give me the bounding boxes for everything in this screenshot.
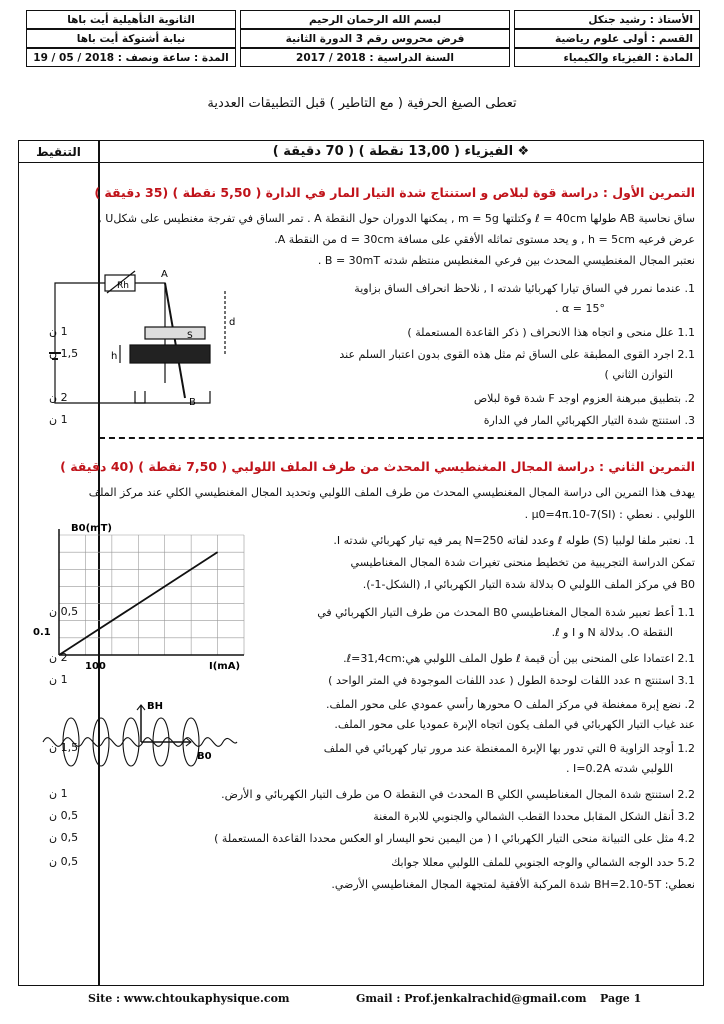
bh-label: BH xyxy=(147,701,163,712)
directorate: نيابة أشتوكة أيت باها xyxy=(26,29,236,48)
point-b-label: B xyxy=(189,397,196,408)
score: 1 ن xyxy=(49,673,68,686)
score: 0,5 ن xyxy=(49,605,79,618)
email-link[interactable]: Gmail : Prof.jenkalrachid@gmail.com xyxy=(356,992,587,1005)
ex2-q42: 4.2 مثل على التبيانة منحى التيار الكهربائي I ( من اليمين نحو اليسار او العكس محددا القاعدة المستعملة ) xyxy=(214,832,695,845)
ex2-q1b: تمكن الدراسة التجريبية من تخطيط منحنى تغيرات شدة المجال المغناطيسي xyxy=(350,556,695,569)
ex2-q1c: B0 في مركز الملف اللولبي O بدلالة شدة التيار الكهربائي I, (الشكل-1-). xyxy=(362,578,695,591)
exam-title: فرض محروس رقم 3 الدورة الثانية xyxy=(240,29,510,48)
ex2-q32: 3.2 أنقل الشكل المقابل محددا القطب الشمالي والجنوبي للابرة المغنة xyxy=(373,810,695,823)
score: 2 ن xyxy=(49,651,68,664)
school-name: الثانوية التأهيلية أيت باها xyxy=(26,10,236,29)
ex2-q21: 2.1 اعتمادا على المنحنى بين أن قيمة ℓ طول الملف اللولبي هي:ℓ=31,4cm. xyxy=(343,652,695,665)
duration: المدة : ساعة ونصف : 2018 / 05 / 19 xyxy=(26,48,236,67)
subject: المادة : الفيزياء والكيمياء xyxy=(514,48,700,67)
separator xyxy=(99,437,703,439)
ex2-q31: 3.1 استنتج n عدد اللفات لوحدة الطول ( عدد اللفات الموجودة في المتر الواحد ) xyxy=(328,674,695,687)
ex1-q1: 1. عندما نمرر في الساق تيارا كهربائيا شدته I , نلاحظ انحراف الساق بزاوية xyxy=(354,282,695,295)
exam-header xyxy=(26,10,700,68)
score: 0,5 ن xyxy=(49,809,79,822)
ex2-q12b: اللولبي شدته I=0.2A . xyxy=(566,762,673,775)
physics-title: ❖ الفيزياء ( 13,00 نقطة ) ( 70 دقيقة ) xyxy=(99,141,703,163)
ex2-q11: 1.1 أعط تعبير شدة المجال المغناطيسي B0 المحدث من طرف التيار الكهربائي في xyxy=(317,606,695,619)
ex1-q21b: التوازن الثاني ) xyxy=(604,368,673,381)
ex2-q12: 1.2 أوجد الزاوية θ التي تدور بها الإبرة الممغنطة عند مرور تيار كهربائي في الملف xyxy=(323,742,695,755)
ex2-q11b: النقطة O. بدلالة N و I و ℓ. xyxy=(551,626,673,639)
rod-circuit-figure xyxy=(35,263,265,413)
grading-header: التنقيط xyxy=(19,141,98,163)
ex2-q1: 1. نعتبر ملفا لولبيا (S) طوله ℓ وعدد لفاته N=250 يمر فيه تيار كهربائي شدته I. xyxy=(333,534,695,547)
solenoid-figure xyxy=(41,697,241,777)
ex1-line3: نعتبر المجال المغنطيسي المحدث بين فرعي المغنطيس منتظم شدته B = 30mT . xyxy=(317,254,695,267)
school-year: السنة الدراسية : 2018 / 2017 xyxy=(240,48,510,67)
score: 1,5 ن xyxy=(49,347,79,360)
class-section: القسم : أولى علوم رياضية xyxy=(514,29,700,48)
website-link[interactable]: Site : www.chtoukaphysique.com xyxy=(88,992,290,1005)
ex2-note: نعطي: BH=2.10-5T شدة المركبة الأفقية لمتجهة المجال المغناطيسي الأرضي. xyxy=(331,878,695,891)
b0-vs-i-graph xyxy=(29,517,259,677)
score: 1 ن xyxy=(49,787,68,800)
y-tick-label: 0.1 xyxy=(33,627,51,638)
exercise2-title: التمرين الثاني : دراسة المجال المغنطيسي المحدث من طرف الملف اللولبي ( 7,50 نقطة ) (40 دقيقة ) xyxy=(60,459,695,474)
ex2-line1: يهدف هذا التمرين الى دراسة المجال المغنطيسي المحدث من طرف الملف اللولبي وتحديد المجال المغنطيسي الكلي عند مركز الملف xyxy=(88,486,695,499)
point-a-label: A xyxy=(161,269,168,280)
ex2-line2: اللولبي . نعطي : μ0=4π.10-7(SI) . xyxy=(524,508,695,521)
score: 1 ن xyxy=(49,413,68,426)
instructions: تعطى الصيغ الحرفية ( مع التاطير ) قبل التطبيقات العددية xyxy=(207,96,517,111)
b0-label: B0 xyxy=(197,751,212,762)
ex2-q2b: عند غياب التيار الكهربائي في الملف يكون اتجاه الإبرة عموديا على محور الملف. xyxy=(334,718,695,731)
ex2-q2: 2. نضع إبرة ممغنطة في مركز الملف O محورها رأسي عمودي على محور الملف. xyxy=(326,698,695,711)
exercise1-title: التمرين الأول : دراسة قوة لبلاص و استنتاج شدة التيار المار في الدارة ( 5,50 نقطة ) (35 دقيقة ) xyxy=(94,185,695,200)
x-tick-label: 100 xyxy=(85,661,106,672)
score: 2 ن xyxy=(49,391,68,404)
rheostat-label: Rh xyxy=(117,281,129,291)
ex2-q52: 5.2 حدد الوجه الشمالي والوجه الجنوبي للملف اللولبي معللا جوابك xyxy=(391,856,695,869)
width-h-label: h xyxy=(111,351,118,362)
score: 0,5 ن xyxy=(49,831,79,844)
score: 1,5 ن xyxy=(49,741,79,754)
ex1-q11: 1.1 علل منحى و اتجاه هذا الانحراف ( ذكر القاعدة المستعملة ) xyxy=(407,326,695,339)
ex1-q1b: α = 15° . xyxy=(555,302,605,315)
ex1-line2: عرض فرعيه h = 5cm , و يحد مستوى تماثله الأفقي على مسافة d = 30cm من النقطة A. xyxy=(274,233,695,246)
ex1-line1: ساق نحاسية AB طولها ℓ = 40cm وكتلتها m = 5g , يمكنها الدوران حول النقطة A . تمر الساق في تفرجة مغنطيس على شكلU , xyxy=(98,212,695,225)
x-axis-label: I(mA) xyxy=(209,661,241,672)
score: 0,5 ن xyxy=(49,855,79,868)
copper-rod xyxy=(165,283,185,398)
ex1-q2: 2. بتطبيق مبرهنة العزوم اوجد F شدة قوة لبلاص xyxy=(473,392,695,405)
ex2-q22: 2.2 استنتج شدة المجال المغناطيسي الكلي B المحدث في النقطة O من طرف التيار الكهربائي و الأرض. xyxy=(221,788,695,801)
exam-body xyxy=(18,140,704,986)
teacher-name: الأستاذ : رشيد جنكل xyxy=(514,10,700,29)
page-number: Page 1 xyxy=(600,992,642,1005)
y-axis-label: B0(mT) xyxy=(71,523,112,534)
basmala: لبسم الله الرحمان الرحيم xyxy=(240,10,510,29)
score: 1 ن xyxy=(49,325,68,338)
ex1-q3: 3. استنتج شدة التيار الكهربائي المار في الدارة xyxy=(483,414,695,427)
magnet-s-label: S xyxy=(187,331,193,341)
ex1-q21: 2.1 اجرد القوى المطبقة على الساق ثم مثل هذه القوى بدون اعتبار السلم عند xyxy=(339,348,695,361)
distance-d-label: d xyxy=(229,317,236,328)
